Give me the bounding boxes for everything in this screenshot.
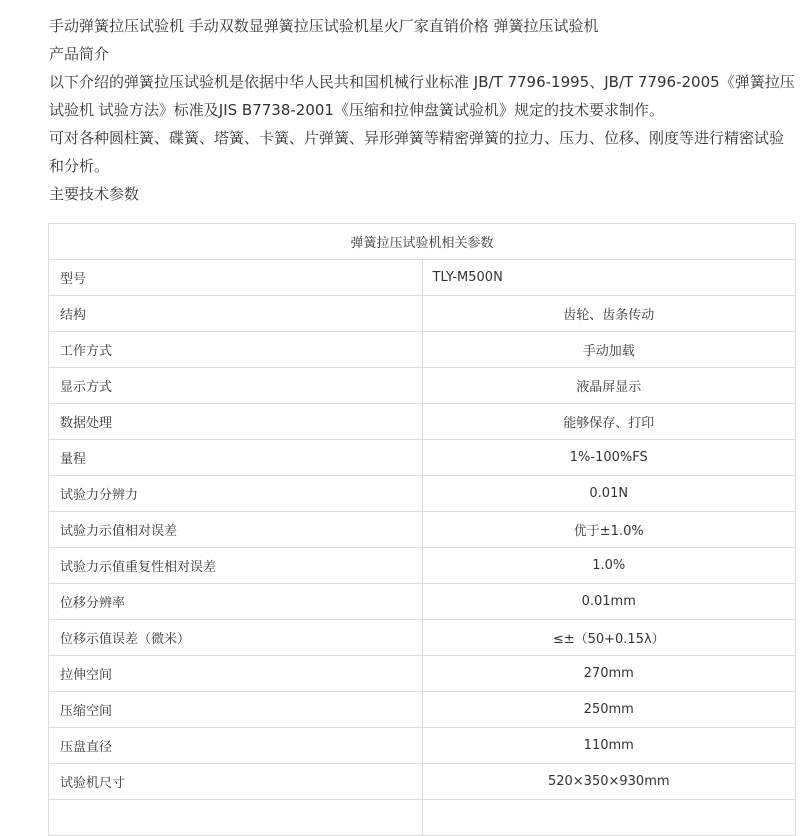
table-row xyxy=(49,548,796,584)
spec-value: 手动加载 xyxy=(422,332,796,368)
params-heading: 主要技术参数 xyxy=(49,185,140,203)
spec-label: 试验力分辨力 xyxy=(49,476,423,512)
table-row xyxy=(49,584,796,620)
spec-value: 能够保存、打印 xyxy=(422,404,796,440)
spec-value: 250mm xyxy=(422,692,796,728)
spec-label: 试验机尺寸 xyxy=(49,764,423,800)
spec-value: 1.0% xyxy=(422,548,796,584)
spec-value: 优于±1.0% xyxy=(422,512,796,548)
spec-value: 520×350×930mm xyxy=(422,764,796,800)
spec-value: TLY-M500N xyxy=(422,260,796,296)
spec-value: 1%-100%FS xyxy=(422,440,796,476)
spec-value: 270mm xyxy=(422,656,796,692)
table-row xyxy=(49,656,796,692)
spec-label: 拉伸空间 xyxy=(49,656,423,692)
spec-label: 型号 xyxy=(49,260,423,296)
spec-value: 0.01N xyxy=(422,476,796,512)
spec-label: 量程 xyxy=(49,440,423,476)
table-row xyxy=(49,512,796,548)
spec-label: 工作方式 xyxy=(49,332,423,368)
article-body xyxy=(49,12,797,208)
table-row xyxy=(49,620,796,656)
spec-label: 显示方式 xyxy=(49,368,423,404)
spec-label: 位移示值误差（微米） xyxy=(49,620,423,656)
spec-value: ≤±（50+0.15λ） xyxy=(422,620,796,656)
table-row xyxy=(49,404,796,440)
spec-value: 110mm xyxy=(422,728,796,764)
table-row xyxy=(49,764,796,800)
spec-label: 试验力示值重复性相对误差 xyxy=(49,548,423,584)
intro-heading: 产品简介 xyxy=(49,45,110,63)
spec-value: 齿轮、齿条传动 xyxy=(422,296,796,332)
table-row xyxy=(49,260,796,296)
spec-label: 压缩空间 xyxy=(49,692,423,728)
spec-value: 0.01mm xyxy=(422,584,796,620)
table-caption: 弹簧拉压试验机相关参数 xyxy=(49,224,796,260)
table-row xyxy=(49,332,796,368)
spec-label: 数据处理 xyxy=(49,404,423,440)
intro-paragraph-usage: 可对各种圆柱簧、碟簧、塔簧、卡簧、片弹簧、异形弹簧等精密弹簧的拉力、压力、位移、刚度等进行精密试验和分析。 xyxy=(49,129,785,175)
spec-label: 压盘直径 xyxy=(49,728,423,764)
spec-label: 位移分辨率 xyxy=(49,584,423,620)
table-row xyxy=(49,728,796,764)
intro-paragraph-standards: 以下介绍的弹簧拉压试验机是依据中华人民共和国机械行业标准 JB/T 7796-1995、JB/T 7796-2005《弹簧拉压试验机 试验方法》标准及JIS B7738-2001《压缩和拉伸盘簧试验机》规定的技术要求制作。 xyxy=(49,73,795,119)
spec-label: 试验力示值相对误差 xyxy=(49,512,423,548)
spec-table xyxy=(48,223,796,836)
table-row xyxy=(49,296,796,332)
table-caption-row xyxy=(49,224,796,260)
table-row xyxy=(49,440,796,476)
page-title: 手动弹簧拉压试验机 手动双数显弹簧拉压试验机星火厂家直销价格 弹簧拉压试验机 xyxy=(49,17,599,35)
table-row xyxy=(49,476,796,512)
spec-label: 结构 xyxy=(49,296,423,332)
spec-value: 液晶屏显示 xyxy=(422,368,796,404)
table-row xyxy=(49,368,796,404)
table-row xyxy=(49,692,796,728)
